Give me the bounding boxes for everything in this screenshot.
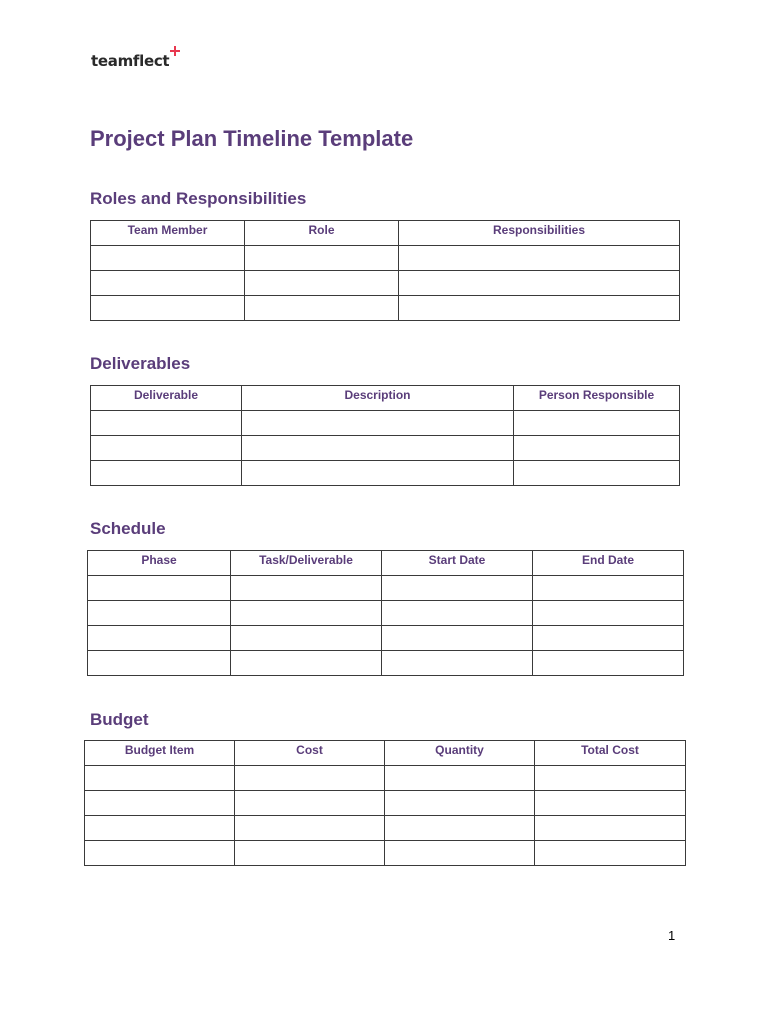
column-header-deliverable: Deliverable bbox=[91, 386, 242, 411]
deliverables-table bbox=[90, 385, 680, 486]
table-cell[interactable] bbox=[242, 461, 514, 486]
column-header-budget-item: Budget Item bbox=[85, 741, 235, 766]
table-row bbox=[91, 461, 680, 486]
table-cell[interactable] bbox=[245, 271, 399, 296]
table-cell[interactable] bbox=[242, 411, 514, 436]
schedule-heading: Schedule bbox=[90, 519, 166, 538]
table-cell[interactable] bbox=[385, 841, 535, 866]
table-cell[interactable] bbox=[535, 816, 686, 841]
table-cell[interactable] bbox=[245, 296, 399, 321]
table-cell[interactable] bbox=[535, 766, 686, 791]
table-cell[interactable] bbox=[231, 576, 382, 601]
column-header-role: Role bbox=[245, 221, 399, 246]
table-cell[interactable] bbox=[399, 246, 680, 271]
table-cell[interactable] bbox=[514, 461, 680, 486]
table-cell[interactable] bbox=[91, 461, 242, 486]
table-cell[interactable] bbox=[535, 841, 686, 866]
table-header-row bbox=[85, 741, 686, 766]
table-cell[interactable] bbox=[85, 766, 235, 791]
table-cell[interactable] bbox=[88, 651, 231, 676]
table-cell[interactable] bbox=[382, 651, 533, 676]
table-cell[interactable] bbox=[382, 626, 533, 651]
table-cell[interactable] bbox=[231, 626, 382, 651]
table-cell[interactable] bbox=[91, 296, 245, 321]
table-header-row bbox=[88, 551, 684, 576]
table-row bbox=[85, 766, 686, 791]
table-cell[interactable] bbox=[91, 436, 242, 461]
column-header-task-deliverable: Task/Deliverable bbox=[231, 551, 382, 576]
deliverables-heading: Deliverables bbox=[90, 354, 191, 373]
table-cell[interactable] bbox=[231, 601, 382, 626]
page-number: 1 bbox=[668, 928, 676, 943]
schedule-table bbox=[87, 550, 684, 676]
column-header-cost: Cost bbox=[235, 741, 385, 766]
table-cell[interactable] bbox=[85, 816, 235, 841]
budget-heading: Budget bbox=[90, 710, 149, 729]
table-cell[interactable] bbox=[385, 816, 535, 841]
table-cell[interactable] bbox=[231, 651, 382, 676]
column-header-quantity: Quantity bbox=[385, 741, 535, 766]
table-header-row bbox=[91, 221, 680, 246]
table-row bbox=[91, 411, 680, 436]
roles-heading: Roles and Responsibilities bbox=[90, 189, 307, 208]
table-row bbox=[91, 436, 680, 461]
column-header-person-responsible: Person Responsible bbox=[514, 386, 680, 411]
page-title: Project Plan Timeline Template bbox=[90, 126, 414, 151]
teamflect-logo bbox=[91, 46, 180, 70]
table-cell[interactable] bbox=[385, 791, 535, 816]
table-cell[interactable] bbox=[535, 791, 686, 816]
table-cell[interactable] bbox=[242, 436, 514, 461]
roles-table bbox=[90, 220, 680, 321]
table-row bbox=[85, 791, 686, 816]
table-cell[interactable] bbox=[245, 246, 399, 271]
table-header-row bbox=[91, 386, 680, 411]
table-row bbox=[91, 296, 680, 321]
table-row bbox=[91, 246, 680, 271]
table-cell[interactable] bbox=[514, 411, 680, 436]
table-cell[interactable] bbox=[235, 816, 385, 841]
table-cell[interactable] bbox=[382, 601, 533, 626]
table-row bbox=[85, 841, 686, 866]
budget-table bbox=[84, 740, 686, 866]
table-cell[interactable] bbox=[88, 576, 231, 601]
table-cell[interactable] bbox=[85, 841, 235, 866]
table-cell[interactable] bbox=[88, 626, 231, 651]
table-row bbox=[85, 816, 686, 841]
plus-icon bbox=[170, 46, 180, 56]
table-cell[interactable] bbox=[399, 271, 680, 296]
table-cell[interactable] bbox=[88, 601, 231, 626]
table-row bbox=[91, 271, 680, 296]
table-cell[interactable] bbox=[533, 601, 684, 626]
column-header-team-member: Team Member bbox=[91, 221, 245, 246]
table-cell[interactable] bbox=[235, 841, 385, 866]
logo-text: teamflect bbox=[91, 52, 170, 70]
table-row bbox=[88, 601, 684, 626]
table-cell[interactable] bbox=[91, 271, 245, 296]
table-cell[interactable] bbox=[91, 246, 245, 271]
column-header-start-date: Start Date bbox=[382, 551, 533, 576]
table-cell[interactable] bbox=[399, 296, 680, 321]
table-cell[interactable] bbox=[533, 651, 684, 676]
table-cell[interactable] bbox=[382, 576, 533, 601]
table-cell[interactable] bbox=[91, 411, 242, 436]
column-header-end-date: End Date bbox=[533, 551, 684, 576]
column-header-description: Description bbox=[242, 386, 514, 411]
column-header-responsibilities: Responsibilities bbox=[399, 221, 680, 246]
table-cell[interactable] bbox=[533, 626, 684, 651]
table-cell[interactable] bbox=[533, 576, 684, 601]
table-cell[interactable] bbox=[235, 766, 385, 791]
table-row bbox=[88, 651, 684, 676]
table-row bbox=[88, 626, 684, 651]
table-cell[interactable] bbox=[235, 791, 385, 816]
table-cell[interactable] bbox=[385, 766, 535, 791]
column-header-phase: Phase bbox=[88, 551, 231, 576]
table-cell[interactable] bbox=[514, 436, 680, 461]
column-header-total-cost: Total Cost bbox=[535, 741, 686, 766]
table-cell[interactable] bbox=[85, 791, 235, 816]
table-row bbox=[88, 576, 684, 601]
